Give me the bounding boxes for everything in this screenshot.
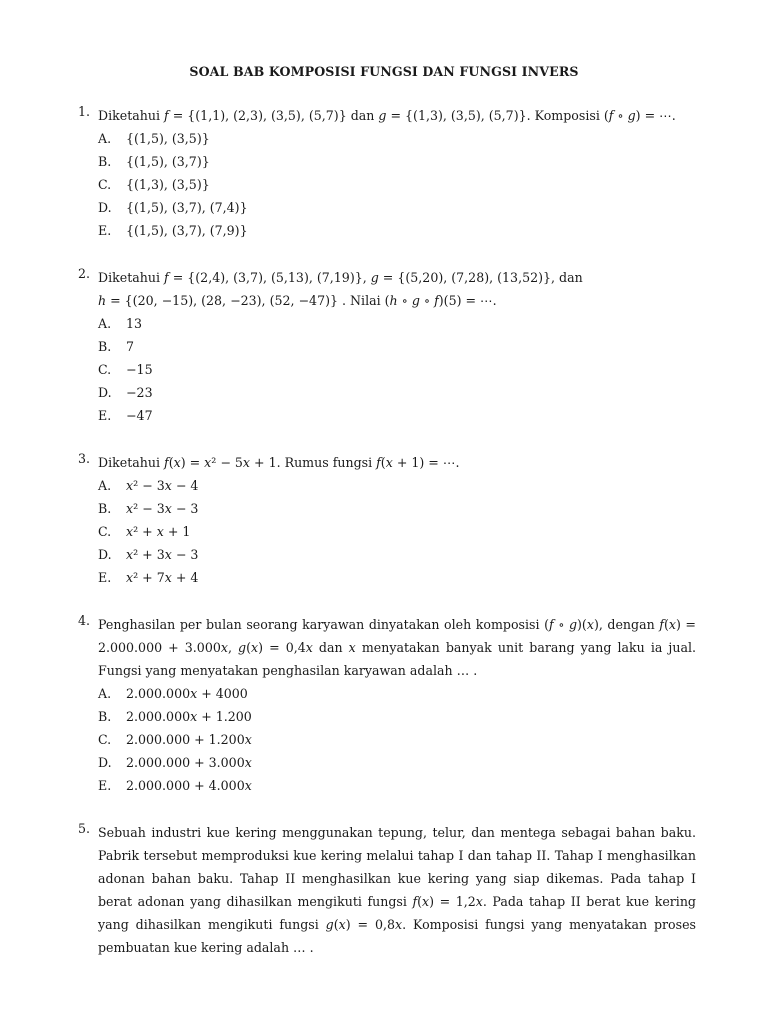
option-b xyxy=(98,150,696,173)
option-text: 7 xyxy=(126,339,135,354)
options-list xyxy=(98,312,696,427)
option-d xyxy=(98,543,696,566)
option-text: 2.000.000 + 4.000𝑥 xyxy=(126,778,252,793)
options-list xyxy=(98,127,696,242)
option-text: −23 xyxy=(126,385,153,400)
option-text: 2.000.000 + 1.200𝑥 xyxy=(126,732,252,747)
option-c xyxy=(98,358,696,381)
option-b xyxy=(98,705,696,728)
option-text: 𝑥² − 3𝑥 − 3 xyxy=(126,501,199,516)
option-e xyxy=(98,566,696,589)
question-number: 5. xyxy=(78,821,91,836)
option-text: 2.000.000𝑥 + 1.200 xyxy=(126,709,252,724)
option-letter: A. xyxy=(98,478,112,493)
option-c xyxy=(98,520,696,543)
option-text: 𝑥² + 𝑥 + 1 xyxy=(126,524,191,539)
question-4 xyxy=(78,613,696,797)
option-a xyxy=(98,312,696,335)
option-text: −15 xyxy=(126,362,153,377)
question-text: Diketahui 𝑓 = {(1,1), (2,3), (3,5), (5,7)} dan 𝑔 = {(1,3), (3,5), (5,7)}. Komposisi (𝑓 ∘ 𝑔) = ⋯. xyxy=(98,108,676,123)
option-letter: C. xyxy=(98,524,112,539)
option-letter: D. xyxy=(98,755,112,770)
option-c xyxy=(98,728,696,751)
option-letter: E. xyxy=(98,570,112,585)
option-a xyxy=(98,682,696,705)
option-d xyxy=(98,751,696,774)
option-letter: B. xyxy=(98,339,112,354)
question-text xyxy=(98,266,696,312)
option-text: {(1,5), (3,7), (7,4)} xyxy=(126,200,248,215)
option-text: {(1,5), (3,7), (7,9)} xyxy=(126,223,248,238)
option-text: 13 xyxy=(126,316,143,331)
option-letter: D. xyxy=(98,200,112,215)
question-text: Diketahui 𝑓(𝑥) = 𝑥² − 5𝑥 + 1. Rumus fungsi 𝑓(𝑥 + 1) = ⋯. xyxy=(98,455,460,470)
option-letter: E. xyxy=(98,778,112,793)
option-e xyxy=(98,404,696,427)
option-b xyxy=(98,497,696,520)
options-list xyxy=(98,474,696,589)
option-letter: A. xyxy=(98,316,112,331)
option-b xyxy=(98,335,696,358)
option-text: 2.000.000 + 3.000𝑥 xyxy=(126,755,252,770)
option-text: 𝑥² + 3𝑥 − 3 xyxy=(126,547,199,562)
option-text: −47 xyxy=(126,408,153,423)
option-d xyxy=(98,381,696,404)
option-letter: D. xyxy=(98,385,112,400)
option-letter: C. xyxy=(98,362,112,377)
option-d xyxy=(98,196,696,219)
option-letter: E. xyxy=(98,408,112,423)
question-line: Diketahui 𝑓 = {(2,4), (3,7), (5,13), (7,19)}, 𝑔 = {(5,20), (7,28), (13,52)}, dan xyxy=(98,270,583,285)
question-text: Sebuah industri kue kering menggunakan tepung, telur, dan mentega sebagai bahan baku. Pabrik tersebut memproduksi kue kering melalui tahap I dan tahap II. Tahap I menghasilkan adonan bahan baku. Tahap II menghasilkan kue kering yang siap dikemas. Pada tahap I berat adonan yang dihasilkan mengikuti fungsi 𝑓(𝑥) = 1,2𝑥. Pada tahap II berat kue kering yang dihasilkan mengikuti fungsi 𝑔(𝑥) = 0,8𝑥. Komposisi fungsi yang menyatakan proses pembuatan kue kering adalah … . xyxy=(98,825,696,955)
option-e xyxy=(98,219,696,242)
question-number: 3. xyxy=(78,451,91,466)
option-text: {(1,5), (3,7)} xyxy=(126,154,210,169)
options-list xyxy=(98,682,696,797)
option-letter: B. xyxy=(98,154,112,169)
option-text: {(1,5), (3,5)} xyxy=(126,131,210,146)
question-text: Penghasilan per bulan seorang karyawan dinyatakan oleh komposisi (𝑓 ∘ 𝑔)(𝑥), dengan 𝑓(𝑥) = 2.000.000 + 3.000𝑥, 𝑔(𝑥) = 0,4𝑥 dan 𝑥 menyatakan banyak unit barang yang laku ia jual. Fungsi yang menyatakan penghasilan karyawan adalah … . xyxy=(98,617,696,678)
page-title: SOAL BAB KOMPOSISI FUNGSI DAN FUNGSI INVERS xyxy=(189,64,579,79)
option-text: 2.000.000𝑥 + 4000 xyxy=(126,686,248,701)
option-letter: E. xyxy=(98,223,112,238)
question-1 xyxy=(78,104,696,242)
option-a xyxy=(98,474,696,497)
option-letter: C. xyxy=(98,732,112,747)
option-text: 𝑥² − 3𝑥 − 4 xyxy=(126,478,199,493)
option-e xyxy=(98,774,696,797)
option-letter: C. xyxy=(98,177,112,192)
option-letter: B. xyxy=(98,709,112,724)
question-3 xyxy=(78,451,696,589)
question-line: ℎ = {(20, −15), (28, −23), (52, −47)} . Nilai (ℎ ∘ 𝑔 ∘ 𝑓)(5) = ⋯. xyxy=(98,293,497,308)
option-c xyxy=(98,173,696,196)
option-a xyxy=(98,127,696,150)
question-number: 4. xyxy=(78,613,91,628)
question-2 xyxy=(78,266,696,427)
question-5 xyxy=(78,821,696,959)
option-text: 𝑥² + 7𝑥 + 4 xyxy=(126,570,199,585)
option-letter: B. xyxy=(98,501,112,516)
option-letter: A. xyxy=(98,131,112,146)
option-letter: D. xyxy=(98,547,112,562)
option-letter: A. xyxy=(98,686,112,701)
question-number: 2. xyxy=(78,266,91,281)
option-text: {(1,3), (3,5)} xyxy=(126,177,210,192)
question-number: 1. xyxy=(78,104,91,119)
